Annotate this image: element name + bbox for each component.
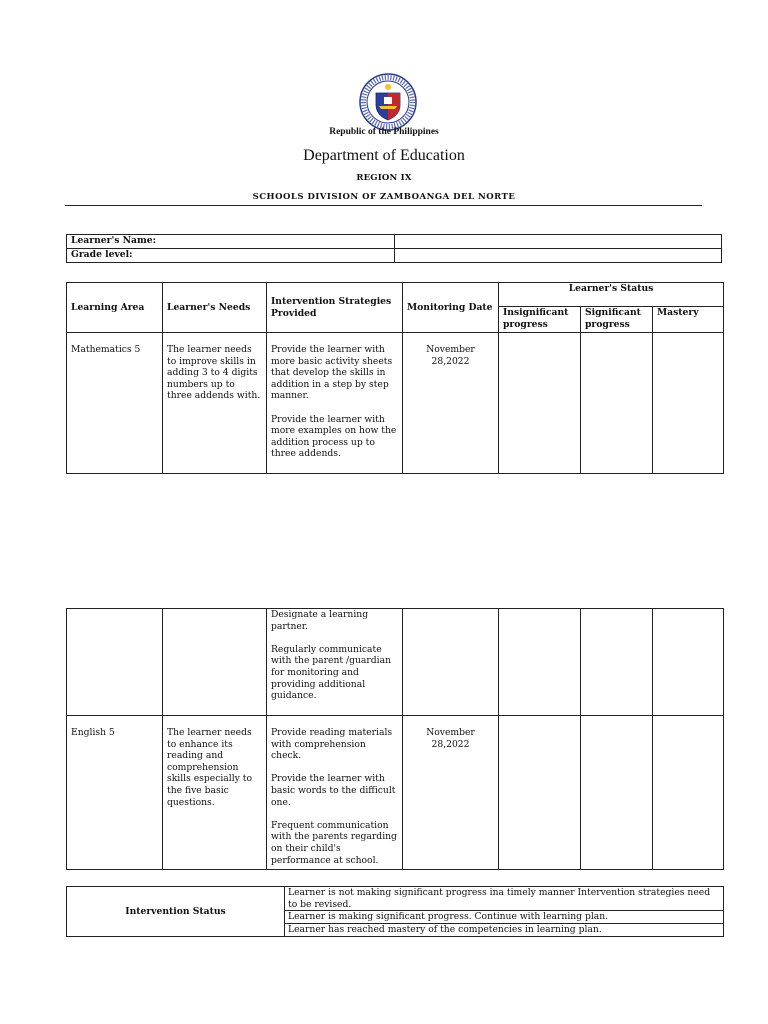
significant-progress-cell[interactable] bbox=[581, 716, 653, 870]
learners-needs-cell: The learner needs to enhance its reading and comprehension skills especially to the five basic questions. bbox=[163, 716, 267, 870]
strategy-item: Provide reading materials with comprehension check. bbox=[271, 727, 393, 762]
region-heading: REGION IX bbox=[356, 173, 412, 183]
learners-status-header: Learner's Status bbox=[499, 283, 724, 307]
learners-needs-cell: The learner needs to improve skills in adding 3 to 4 digits numbers up to three addends with. bbox=[163, 333, 267, 474]
insignificant-progress-cell[interactable] bbox=[499, 716, 581, 870]
significant-progress-cell[interactable] bbox=[581, 609, 653, 716]
status-row bbox=[67, 887, 724, 911]
republic-heading: Republic of the Philippines bbox=[329, 127, 439, 137]
strategy-item: Provide the learner with more basic activity sheets that develop the skills in addition in a step by step manner. bbox=[271, 344, 393, 402]
monitoring-date-header: Monitoring Date bbox=[403, 283, 499, 333]
insignificant-progress-cell[interactable] bbox=[499, 609, 581, 716]
status-item: Learner is making significant progress. Continue with learning plan. bbox=[285, 911, 724, 924]
mastery-header: Mastery bbox=[653, 307, 724, 333]
monitoring-date-cell bbox=[403, 609, 499, 716]
intervention-plan-table bbox=[66, 282, 724, 474]
intervention-strategies-cell bbox=[267, 716, 403, 870]
strategy-item: Provide the learner with basic words to the difficult one. bbox=[271, 773, 396, 808]
significant-progress-cell[interactable] bbox=[581, 333, 653, 474]
mastery-cell[interactable] bbox=[653, 716, 724, 870]
learning-area-cell: English 5 bbox=[67, 716, 163, 870]
significant-progress-header: Significant progress bbox=[581, 307, 653, 333]
mastery-cell[interactable] bbox=[653, 609, 724, 716]
strategy-item: Designate a learning partner. bbox=[271, 609, 369, 632]
deped-seal-logo bbox=[359, 73, 417, 131]
learner-name-label: Learner's Name: bbox=[67, 235, 395, 249]
insignificant-progress-cell[interactable] bbox=[499, 333, 581, 474]
grade-level-label: Grade level: bbox=[67, 249, 395, 263]
division-heading: SCHOOLS DIVISION OF ZAMBOANGA DEL NORTE bbox=[252, 192, 516, 202]
mastery-cell[interactable] bbox=[653, 333, 724, 474]
grade-level-row bbox=[67, 249, 722, 263]
learners-needs-header: Learner's Needs bbox=[163, 283, 267, 333]
intervention-status-label: Intervention Status bbox=[67, 887, 285, 937]
table-row bbox=[67, 333, 724, 474]
header-divider bbox=[65, 205, 702, 206]
learner-name-row bbox=[67, 235, 722, 249]
department-heading: Department of Education bbox=[303, 147, 465, 164]
table-row bbox=[67, 716, 724, 870]
insignificant-progress-header: Insignificant progress bbox=[499, 307, 581, 333]
learner-info-table bbox=[66, 234, 722, 263]
learners-needs-cell bbox=[163, 609, 267, 716]
header-row-1 bbox=[67, 283, 724, 307]
learning-area-cell bbox=[67, 609, 163, 716]
monitoring-date-cell: November 28,2022 bbox=[403, 333, 499, 474]
status-item: Learner has reached mastery of the competencies in learning plan. bbox=[285, 924, 724, 937]
status-item: Learner is not making significant progress ina timely manner Intervention strategies need to be revised. bbox=[285, 887, 724, 911]
learning-area-cell: Mathematics 5 bbox=[67, 333, 163, 474]
intervention-status-table bbox=[66, 886, 724, 937]
learning-area-header: Learning Area bbox=[67, 283, 163, 333]
strategy-item: Provide the learner with more examples on how the addition process up to three addends. bbox=[271, 413, 397, 460]
strategy-item: Regularly communicate with the parent /guardian for monitoring and providing additional guidance. bbox=[271, 643, 391, 702]
learner-name-field[interactable] bbox=[395, 235, 722, 249]
intervention-strategies-cell bbox=[267, 333, 403, 474]
table-row bbox=[67, 609, 724, 716]
intervention-strategies-cell bbox=[267, 609, 403, 716]
strategy-item: Frequent communication with the parents regarding on their child's performance at school. bbox=[271, 819, 397, 866]
grade-level-field[interactable] bbox=[395, 249, 722, 263]
intervention-strategies-header: Intervention Strategies Provided bbox=[267, 283, 403, 333]
monitoring-date-cell: November 28,2022 bbox=[403, 716, 499, 870]
intervention-plan-table-continued bbox=[66, 608, 724, 870]
